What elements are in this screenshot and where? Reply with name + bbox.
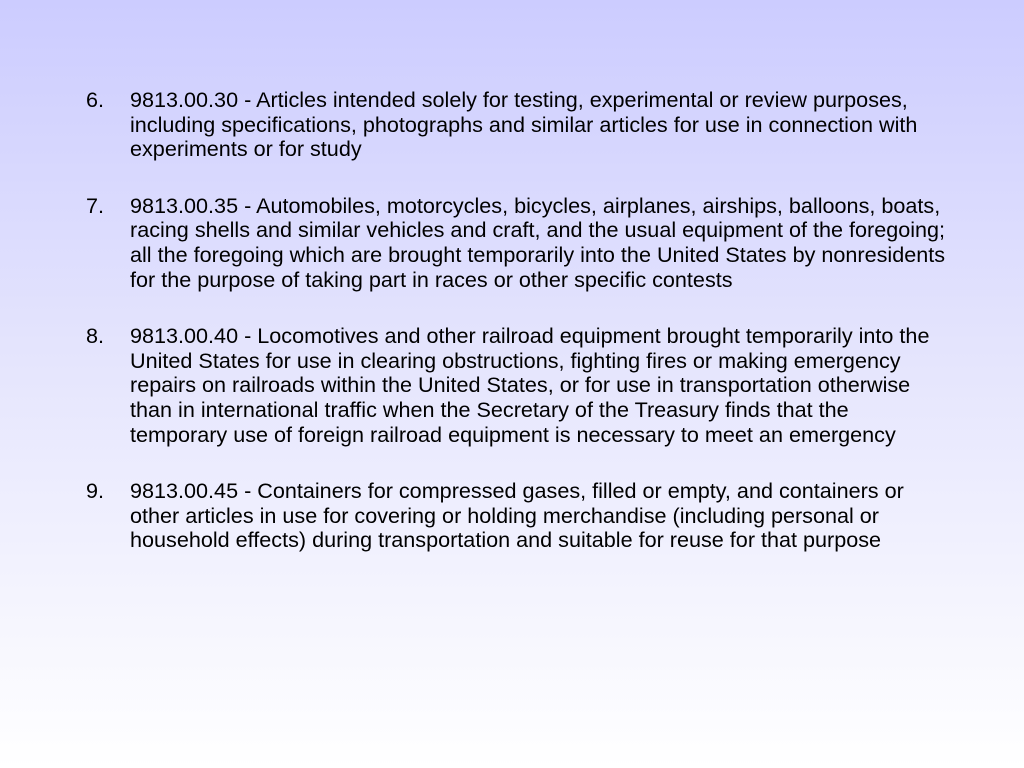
- list-item: [86, 194, 946, 292]
- list-item-text: 9813.00.40 - Locomotives and other railroad equipment brought temporarily into the United States for use in clearing obstructions, fighting fires or making emergency repairs on railroads within the United States, or for use in transportation otherwise than in international traffic when the Secretary of the Treasury finds that the temporary use of foreign railroad equipment is necessary to meet an emergency: [130, 323, 930, 447]
- numbered-list: [86, 88, 946, 585]
- list-item-number: 8.: [86, 323, 105, 349]
- list-item-text: 9813.00.45 - Containers for compressed gases, filled or empty, and containers or other articles in use for covering or holding merchandise (including personal or household effects) during transportation and suitable for reuse for that purpose: [130, 478, 904, 553]
- list-item: [86, 324, 946, 447]
- list-item-number: 9.: [86, 478, 105, 504]
- list-item-number: 6.: [86, 87, 105, 112]
- list-item-text: 9813.00.30 - Articles intended solely for testing, experimental or review purposes, including specifications, photographs and similar articles for use in connection with experiments or for study: [130, 87, 918, 162]
- list-item: [86, 88, 946, 162]
- list-item-text: 9813.00.35 - Automobiles, motorcycles, bicycles, airplanes, airships, balloons, boats, racing shells and similar vehicles and craft, and the usual equipment of the foregoing; all the foregoing which are brought temporarily into the United States by nonresidents for the purpose of taking part in races or other specific contests: [130, 192, 946, 292]
- list-item-number: 7.: [86, 192, 105, 218]
- list-item: [86, 479, 946, 553]
